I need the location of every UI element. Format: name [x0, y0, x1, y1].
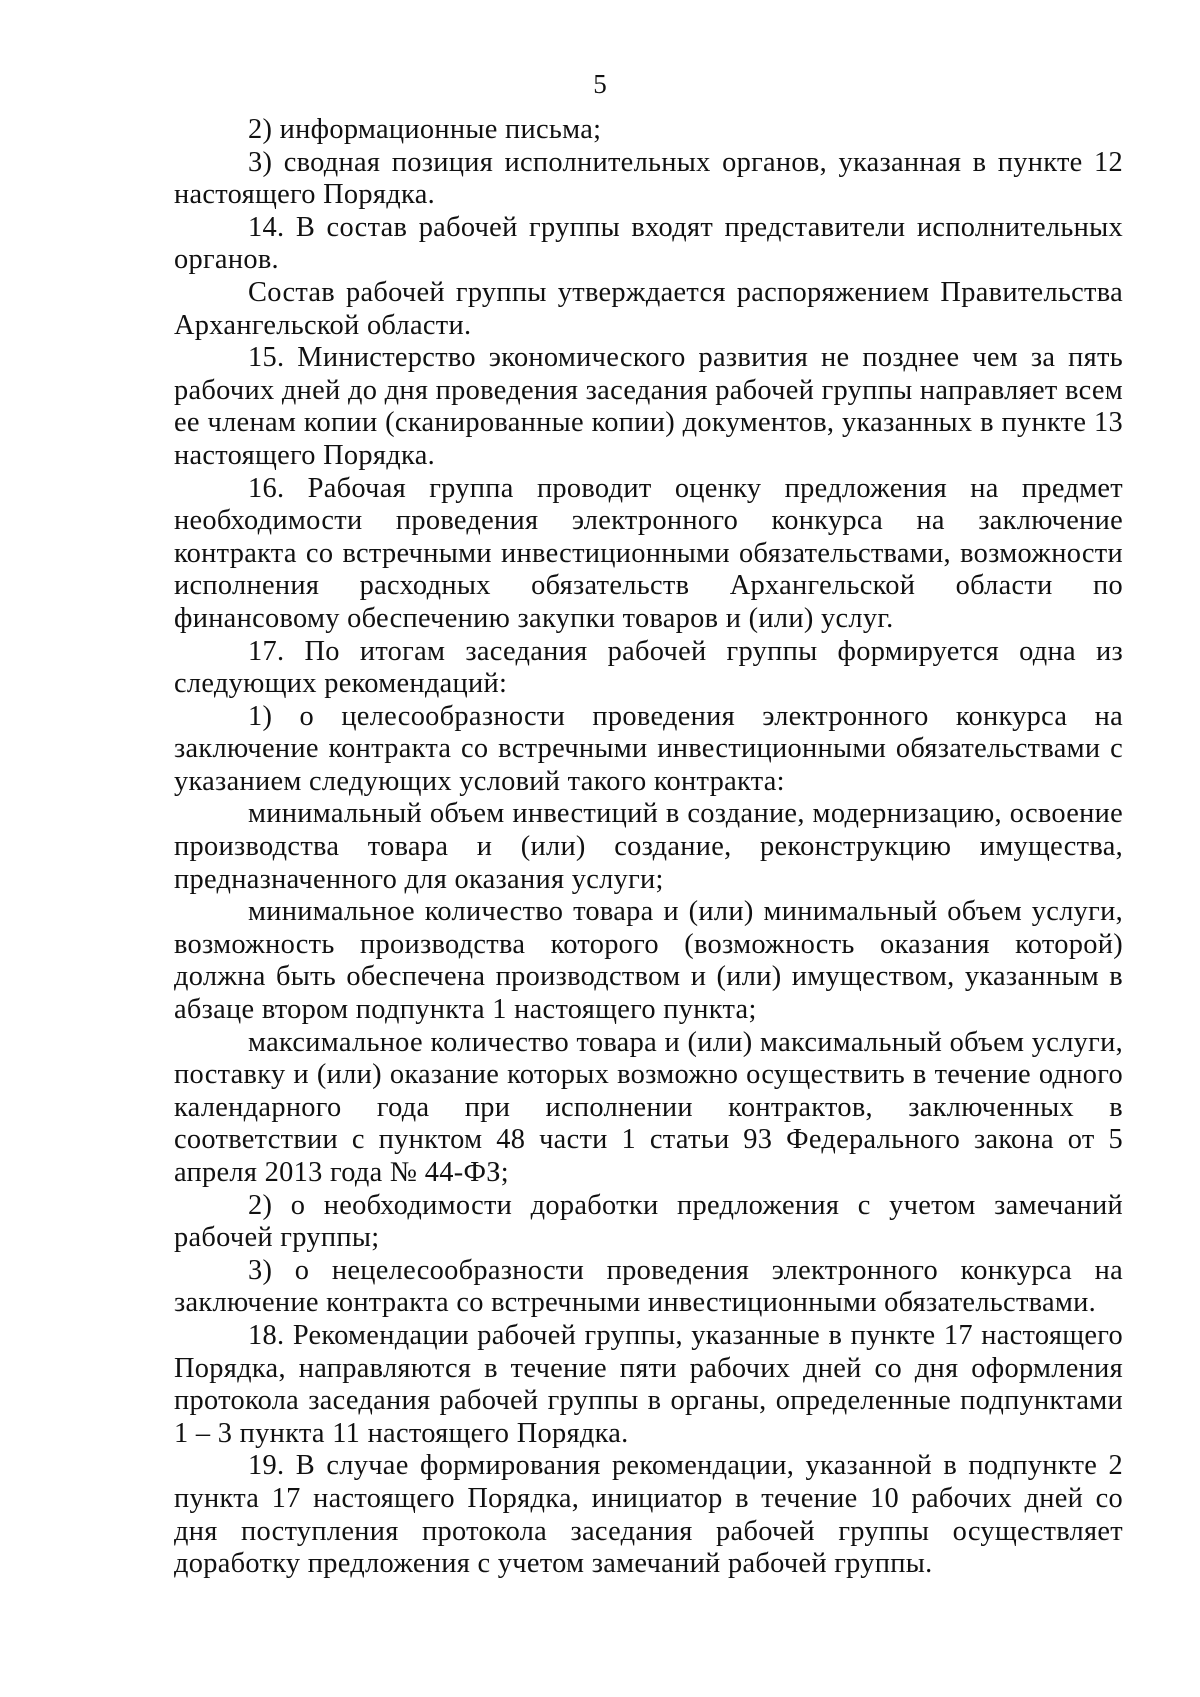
paragraph-working-group-approval: Состав рабочей группы утверждается распоряжением Правительства Архангельской области. — [174, 276, 1123, 341]
paragraph-19-revision-by-initiator: 19. В случае формирования рекомендации, указанной в подпункте 2 пункта 17 настоящего Порядка, инициатор в течение 10 рабочих дней со дня поступления протокола заседания рабочей группы осуществляет доработку предложения с учетом замечаний рабочей группы. — [174, 1450, 1123, 1580]
page-number: 5 — [593, 69, 607, 99]
paragraph-sub-3-summary-position: 3) сводная позиция исполнительных органов, указанная в пункте 12 настоящего Порядка. — [174, 146, 1123, 211]
paragraph-18-sending-recommendations: 18. Рекомендации рабочей группы, указанные в пункте 17 настоящего Порядка, направляются в течение пяти рабочих дней со дня оформления протокола заседания рабочей группы в органы, определенные подпунктами 1 – 3 пункта 11 настоящего Порядка. — [174, 1319, 1123, 1449]
paragraph-min-investment: минимальный объем инвестиций в создание, модернизацию, освоение производства товара и (или) создание, реконструкцию имущества, предназначенного для оказания услуги; — [174, 798, 1123, 895]
paragraph-max-quantity: максимальное количество товара и (или) максимальный объем услуги, поставку и (или) оказание которых возможно осуществить в течение одного календарного года при исполнении контрактов, заключенных в соответствии с пунктом 48 части 1 статьи 93 Федерального закона от 5 апреля 2013 года № 44-ФЗ; — [174, 1026, 1123, 1188]
paragraph-15-ministry-copies: 15. Министерство экономического развития не позднее чем за пять рабочих дней до дня проведения заседания рабочей группы направляет всем ее членам копии (сканированные копии) документов, указанных в пункте 13 настоящего Порядка. — [174, 342, 1123, 471]
paragraph-17-sub-2-revision: 2) о необходимости доработки предложения с учетом замечаний рабочей группы; — [174, 1189, 1123, 1254]
paragraph-17-recommendations: 17. По итогам заседания рабочей группы формируется одна из следующих рекомендаций: — [174, 635, 1123, 700]
paragraph-17-sub-1-expedient: 1) о целесообразности проведения электронного конкурса на заключение контракта со встречными инвестиционными обязательствами с указанием следующих условий такого контракта: — [174, 700, 1123, 797]
document-body — [174, 114, 1123, 1581]
paragraph-min-quantity: минимальное количество товара и (или) минимальный объем услуги, возможность производства которого (возможность оказания которой) должна быть обеспечена производством и (или) имуществом, указанным в абзаце втором подпункта 1 настоящего пункта; — [174, 896, 1123, 1026]
paragraph-16-assessment: 16. Рабочая группа проводит оценку предложения на предмет необходимости проведения электронного конкурса на заключение контракта со встречными инвестиционными обязательствами, возможности исполнения расходных обязательств Архангельской области по финансовому обеспечению закупки товаров и (или) услуг. — [174, 472, 1123, 634]
paragraph-14-working-group-members: 14. В состав рабочей группы входят представители исполнительных органов. — [174, 211, 1123, 276]
paragraph-17-sub-3-inexpedient: 3) о нецелесообразности проведения электронного конкурса на заключение контракта со встречными инвестиционными обязательствами. — [174, 1254, 1123, 1319]
paragraph-sub-2-info-letters: 2) информационные письма; — [248, 114, 602, 145]
